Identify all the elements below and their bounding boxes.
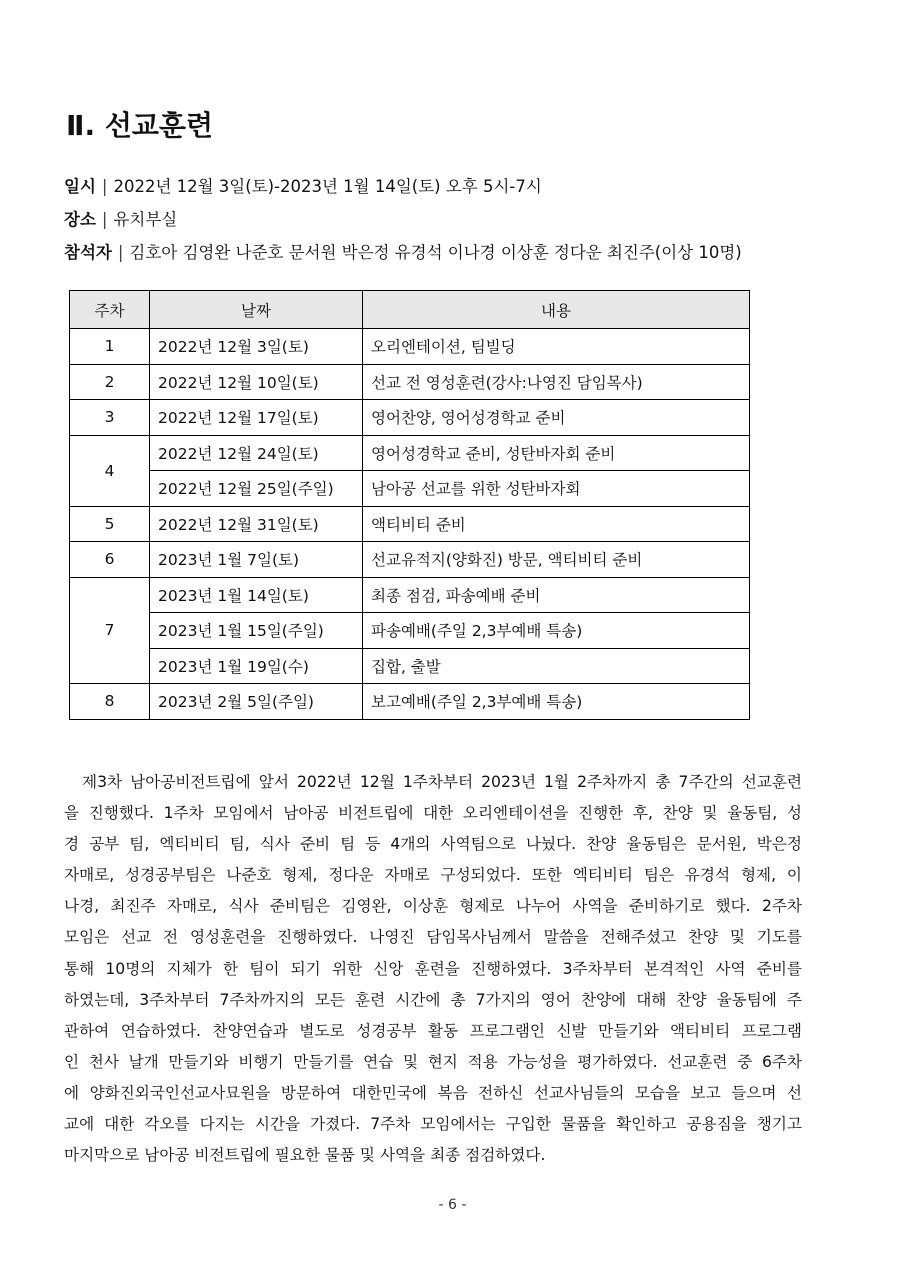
week-cell: 1 [70, 329, 150, 365]
content-cell: 집합, 출발 [363, 648, 750, 684]
attendees-label: 참석자 [64, 243, 112, 262]
table-row [70, 684, 750, 720]
content-cell: 남아공 선교를 위한 성탄바자회 [363, 471, 750, 507]
date-value: 2022년 12월 3일(토)-2023년 1월 14일(토) 오후 5시-7시 [113, 177, 542, 196]
week-cell: 5 [70, 506, 150, 542]
table-row [70, 542, 750, 578]
date-cell: 2023년 1월 19일(수) [150, 648, 363, 684]
place-label: 장소 [64, 210, 96, 229]
content-cell: 선교유적지(양화진) 방문, 액티비티 준비 [363, 542, 750, 578]
attendees-value: 김호아 김영완 나준호 문서원 박은정 유경석 이나경 이상훈 정다운 최진주(이상 10명) [129, 243, 742, 262]
date-cell: 2022년 12월 17일(토) [150, 400, 363, 436]
week-cell: 4 [70, 435, 150, 506]
week-cell: 7 [70, 577, 150, 684]
date-cell: 2022년 12월 31일(토) [150, 506, 363, 542]
paragraph-line: 나경, 최진주 자매로, 식사 준비팀은 김영완, 이상훈 형제로 나누어 사역을 준비하기로 했다. 2주차 [64, 897, 802, 916]
paragraph-line: 하였는데, 3주차부터 7주차까지의 모든 훈련 시간에 총 7가지의 영어 찬양에 대해 찬양 율동팀에 주 [64, 990, 802, 1009]
content-cell: 액티비티 준비 [363, 506, 750, 542]
header-content: 내용 [363, 291, 750, 329]
date-cell: 2023년 1월 15일(주일) [150, 613, 363, 649]
table-row [70, 613, 750, 649]
paragraph-line: 통해 10명의 지체가 한 팀이 되기 위한 신앙 훈련을 진행하였다. 3주차부터 본격적인 사역 준비를 [64, 959, 802, 978]
date-separator: | [101, 177, 108, 196]
date-cell: 2023년 1월 14일(토) [150, 577, 363, 613]
date-cell: 2022년 12월 3일(토) [150, 329, 363, 365]
paragraph-line: 제3차 남아공비전트립에 앞서 2022년 12월 1주차부터 2023년 1월 2주차까지 총 7주간의 선교훈련 [82, 773, 802, 791]
body-paragraph [64, 767, 802, 1171]
table-row [70, 364, 750, 400]
page-number: - 6 - [438, 1197, 467, 1213]
table-row [70, 329, 750, 365]
attendees-separator: | [117, 243, 124, 262]
paragraph-line: 에 양화진외국인선교사묘원을 방문하여 대한민국에 복음 전하신 선교사님들의 모습을 보고 들으며 선 [64, 1083, 802, 1102]
week-cell: 2 [70, 364, 150, 400]
date-cell: 2023년 1월 7일(토) [150, 542, 363, 578]
schedule-table [69, 290, 750, 720]
week-cell: 8 [70, 684, 150, 720]
table-row [70, 648, 750, 684]
content-cell: 영어찬양, 영어성경학교 준비 [363, 400, 750, 436]
date-cell: 2022년 12월 10일(토) [150, 364, 363, 400]
paragraph-line: 을 진행했다. 1주차 모임에서 남아공 비전트립에 대한 오리엔테이션을 진행한 후, 찬양 및 율동팀, 성 [64, 804, 802, 823]
paragraph-line: 관하여 연습하였다. 찬양연습과 별도로 성경공부 활동 프로그램인 신발 만들기와 액티비티 프로그램 [64, 1021, 802, 1040]
table-row [70, 435, 750, 471]
header-date: 날짜 [150, 291, 363, 329]
paragraph-line: 자매로, 성경공부팀은 나준호 형제, 정다운 자매로 구성되었다. 또한 엑티비티 팀은 유경석 형제, 이 [64, 866, 802, 885]
date-cell: 2023년 2월 5일(주일) [150, 684, 363, 720]
week-cell: 6 [70, 542, 150, 578]
date-label: 일시 [64, 177, 96, 196]
meta-attendees-row [64, 242, 742, 264]
date-cell: 2022년 12월 24일(토) [150, 435, 363, 471]
meta-date-row [64, 176, 542, 198]
table-header-row [70, 291, 750, 329]
content-cell: 선교 전 영성훈련(강사:나영진 담임목사) [363, 364, 750, 400]
header-week: 주차 [70, 291, 150, 329]
table-row [70, 471, 750, 507]
paragraph-line: 마지막으로 남아공 비전트립에 필요한 물품 및 사역을 최종 점검하였다. [64, 1146, 546, 1165]
place-value: 유치부실 [113, 210, 178, 229]
meta-place-row [64, 209, 177, 231]
content-cell: 영어성경학교 준비, 성탄바자회 준비 [363, 435, 750, 471]
content-cell: 보고예배(주일 2,3부예배 특송) [363, 684, 750, 720]
paragraph-line: 모임은 선교 전 영성훈련을 진행하였다. 나영진 담임목사님께서 말씀을 전해주셨고 찬양 및 기도를 [64, 928, 802, 947]
content-cell: 파송예배(주일 2,3부예배 특송) [363, 613, 750, 649]
section-title: Ⅱ. 선교훈련 [66, 109, 214, 142]
place-separator: | [101, 210, 108, 229]
table-row [70, 400, 750, 436]
paragraph-line: 교에 대한 각오를 다지는 시간을 가졌다. 7주차 모임에서는 구입한 물품을 확인하고 공용짐을 챙기고 [64, 1115, 802, 1134]
table-row [70, 577, 750, 613]
content-cell: 최종 점검, 파송예배 준비 [363, 577, 750, 613]
week-cell: 3 [70, 400, 150, 436]
date-cell: 2022년 12월 25일(주일) [150, 471, 363, 507]
table-row [70, 506, 750, 542]
paragraph-line: 인 천사 날개 만들기와 비행기 만들기를 연습 및 현지 적용 가능성을 평가하였다. 선교훈련 중 6주차 [64, 1052, 802, 1071]
paragraph-line: 경 공부 팀, 엑티비티 팀, 식사 준비 팀 등 4개의 사역팀으로 나눴다. 찬양 율동팀은 문서원, 박은정 [64, 835, 803, 854]
content-cell: 오리엔테이션, 팀빌딩 [363, 329, 750, 365]
